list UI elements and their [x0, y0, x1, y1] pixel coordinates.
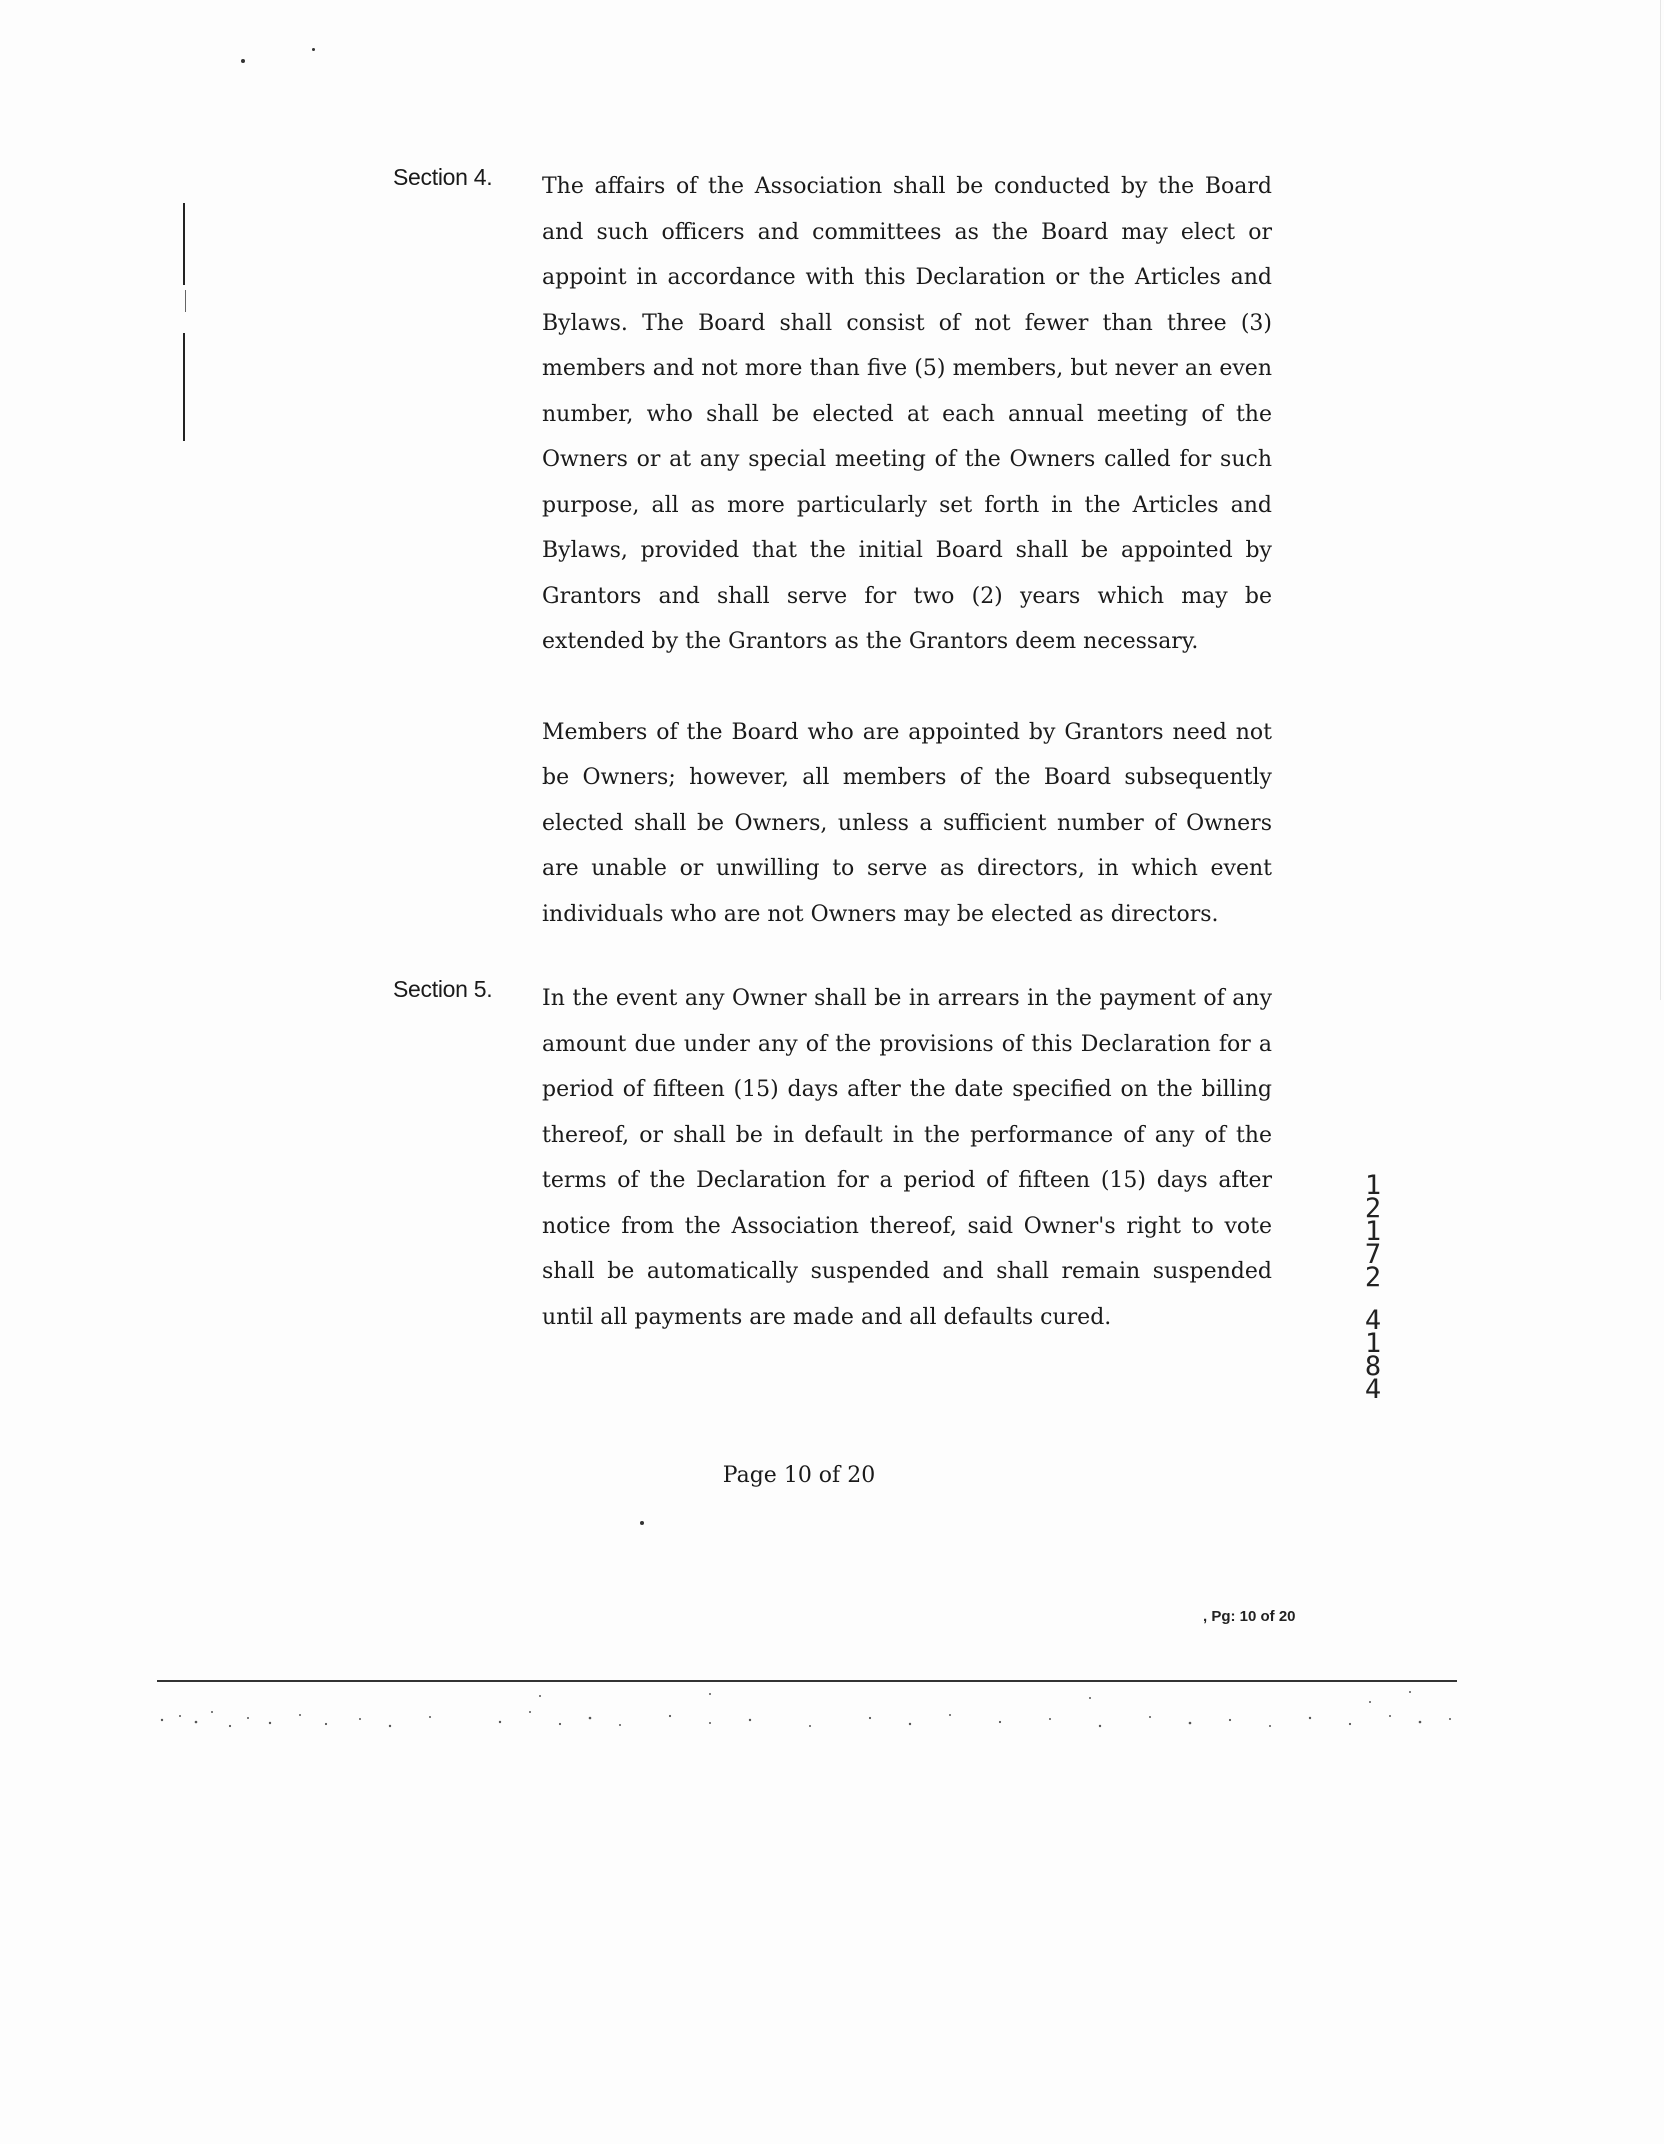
scan-speck: [640, 1521, 644, 1525]
section-label: Section 5.: [393, 976, 493, 1002]
margin-mark: [185, 290, 186, 312]
doc-number-digit: 1: [1364, 1328, 1382, 1359]
doc-number-digit: 7: [1364, 1239, 1382, 1270]
recording-stamp-page: , Pg: 10 of 20: [1203, 1608, 1296, 1625]
doc-number-digit: 8: [1364, 1351, 1382, 1382]
doc-number-digit: 2: [1364, 1193, 1382, 1224]
scan-speck: [241, 59, 245, 63]
margin-mark: [183, 333, 185, 441]
section-body: [542, 976, 1272, 1340]
scan-speck: [312, 48, 315, 51]
paragraph: Members of the Board who are appointed by Grantors need not be Owners; however, all members of the Board subsequently elected shall be Owners, unless a sufficient number of Owners are unable or unwilling to serve as directors, in which event individuals who are not Owners may be elected as directors.: [542, 719, 1272, 927]
section-body: [542, 164, 1272, 937]
paragraph: In the event any Owner shall be in arrears in the payment of any amount due under any of the provisions of this Declaration for a period of fifteen (15) days after the date specified on the billing thereof, or shall be in default in the performance of any of the terms of the Declaration for a period of fifteen (15) days after notice from the Association thereof, said Owner's right to vote shall be automatically suspended and shall remain suspended until all payments are made and all defaults cured.: [542, 986, 1272, 1330]
margin-mark: [183, 203, 185, 285]
doc-number-digit: 4: [1364, 1374, 1382, 1405]
doc-number-digit: 2: [1364, 1262, 1382, 1293]
doc-number-digit: 1: [1364, 1170, 1382, 1201]
document-number: [1358, 1170, 1388, 1405]
section-label: Section 4.: [393, 164, 493, 190]
doc-number-digit: 1: [1364, 1216, 1382, 1247]
paragraph: The affairs of the Association shall be conducted by the Board and such officers and committees as the Board may elect or appoint in accordance with this Declaration or the Articles and Bylaws. The Board shall consist of not fewer than three (3) members and not more than five (5) members, but never an even number, who shall be elected at each annual meeting of the Owners or at any special meeting of the Owners called for such purpose, all as more particularly set forth in the Articles and Bylaws, provided that the initial Board shall be appointed by Grantors and shall serve for two (2) years which may be extended by the Grantors as the Grantors deem necessary.: [542, 174, 1272, 654]
scan-edge-line: [1660, 0, 1661, 1000]
scan-noise: [150, 1682, 1460, 1742]
page-number: Page 10 of 20: [722, 1463, 876, 1488]
doc-number-digit: 4: [1364, 1305, 1382, 1336]
